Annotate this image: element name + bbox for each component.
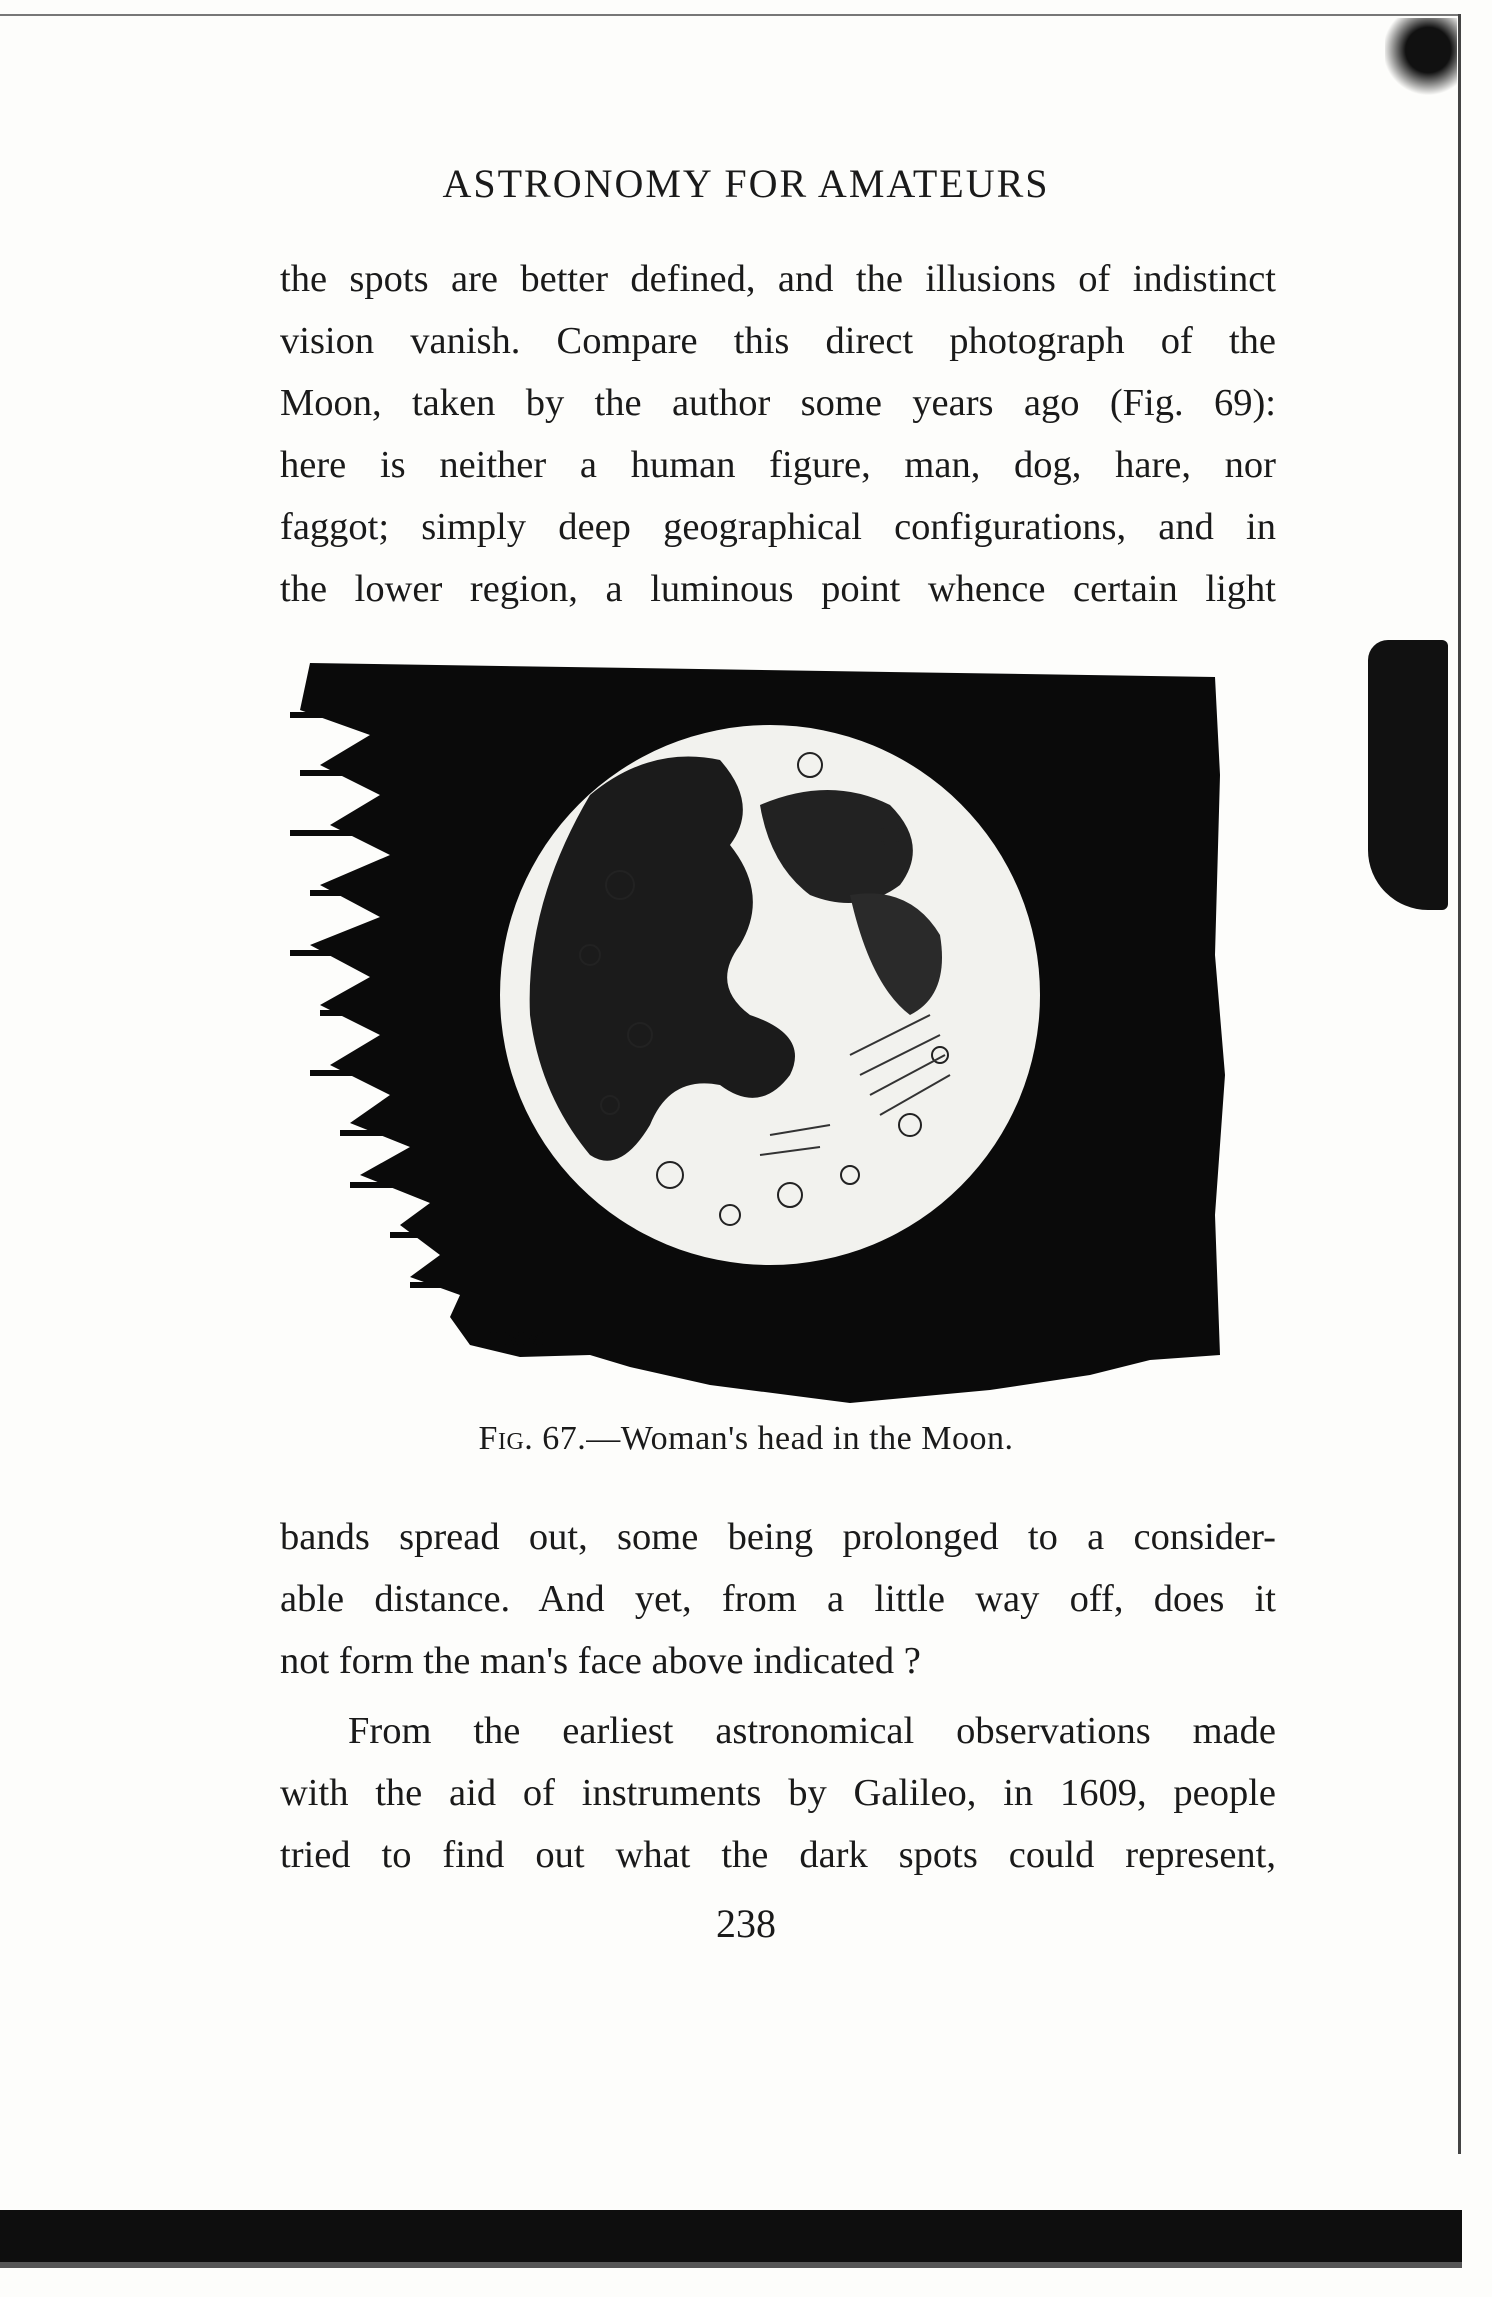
running-head: ASTRONOMY FOR AMATEURS (442, 161, 1050, 206)
text-line: From the earliest astronomical observations made (348, 1710, 1276, 1752)
text-line: tried to find out what the dark spots could represent, (280, 1834, 1276, 1876)
text-line: with the aid of instruments by Galileo, in 1609, people (280, 1772, 1276, 1814)
paragraph-3 (280, 1700, 1276, 1886)
text-line: vision vanish. Compare this direct photograph of the (280, 320, 1276, 362)
caption-label: Fig. 67. (478, 1420, 587, 1457)
caption-text: —Woman's head in the Moon. (586, 1420, 1014, 1457)
figure-caption (0, 1420, 1492, 1458)
paragraph-2 (280, 1506, 1276, 1692)
scan-border-bottom (0, 2210, 1462, 2262)
page-number: 238 (716, 1901, 776, 1946)
moon-drawing (290, 655, 1230, 1415)
text-line: faggot; simply deep geographical configurations, and in (280, 506, 1276, 548)
text-line: not form the man's face above indicated ? (280, 1640, 921, 1682)
text-line: the spots are better defined, and the illusions of indistinct (280, 258, 1276, 300)
text-line: Moon, taken by the author some years ago (Fig. 69): (280, 382, 1276, 424)
text-line: here is neither a human figure, man, dog, hare, nor (280, 444, 1276, 486)
illustrator-signature: HMM (490, 1328, 544, 1350)
page-edge (0, 14, 1460, 16)
text-line: bands spread out, some being prolonged to a consider- (280, 1516, 1276, 1558)
paragraph-1 (280, 248, 1276, 620)
text-line: the lower region, a luminous point whence certain light (280, 568, 1276, 610)
page-edge-right (1458, 14, 1461, 2154)
scan-border-bottom-edge (0, 2262, 1462, 2268)
moon-illustration (290, 655, 1230, 1415)
scan-shadow (1385, 18, 1457, 98)
text-line: able distance. And yet, from a little way off, does it (280, 1578, 1276, 1620)
scan-shadow-right (1368, 640, 1448, 910)
